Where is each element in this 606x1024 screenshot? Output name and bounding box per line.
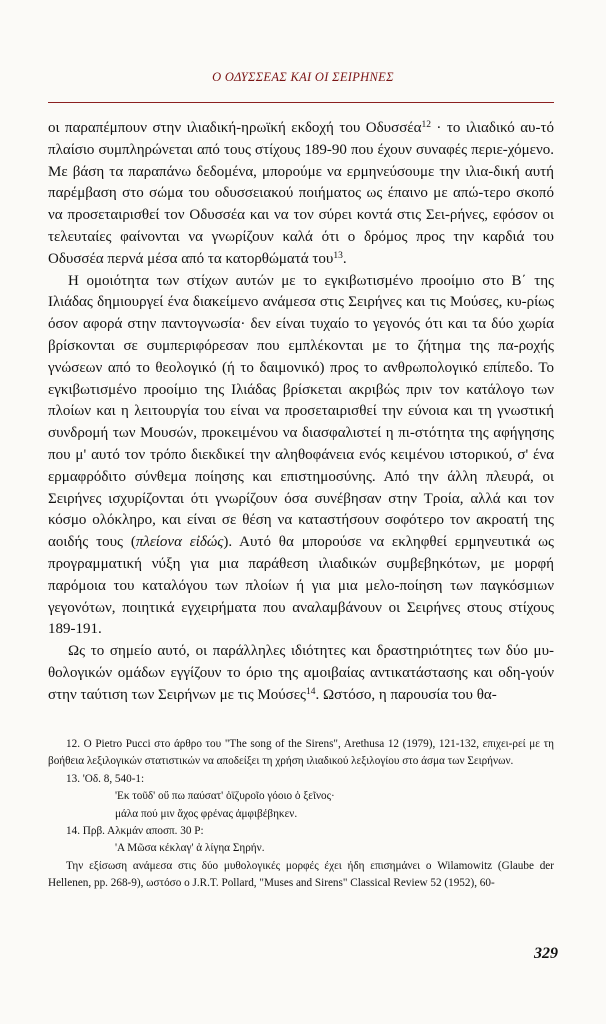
footnote-14-verse: 'Α Μῶσα κέκλαγ' ἁ λίγηα Σηρήν. bbox=[115, 842, 265, 855]
footnote-ref-13[interactable]: 13 bbox=[333, 250, 343, 261]
running-head: Ο ΟΔΥΣΣΕΑΣ ΚΑΙ ΟΙ ΣΕΙΡΗΝΕΣ bbox=[212, 70, 394, 84]
paragraph-3: Ως το σημείο αυτό, οι παράλληλες ιδιότητες και δραστηριότητες των δύο μυ-θολογικών ομάδων εγγίζουν το όριο της αμοιβαίας αντικατάστασης και οδη-γούν στην ταύτιση των Σειρήνων με τις Μούσες$^{14}$. Ωστόσο, η παρουσία του θα- bbox=[48, 643, 554, 703]
footnote-12: 12. Ο Pietro Pucci στο άρθρο του "The song of the Sirens", Arethusa 12 (1979), 121-132, επιχει-ρεί με τη βοήθεια λεξιλογικών στατιστικών να αποδείξει τη χρήση ιλιαδικού λεξιλογίου στο άσμα των Σειρήνων. bbox=[48, 738, 554, 768]
italic-phrase: πλείονα εἰδώς bbox=[135, 534, 224, 551]
footnote-ref-12[interactable]: 12 bbox=[421, 120, 431, 130]
header-rule bbox=[48, 102, 554, 103]
footnote-13-verse-2: μάλα πού μιν ἄχος φρένας ἀμφιβέβηκεν. bbox=[115, 807, 298, 820]
footnote-14: 14. Πρβ. Αλκμάν αποσπ. 30 P: bbox=[66, 825, 204, 838]
main-text bbox=[48, 118, 554, 707]
paragraph-1: οι παραπέμπουν στην ιλιαδική-ηρωϊκή εκδοχή του Οδυσσέα$^{12}$ · το ιλιαδικό αυ-τό πλαίσιο συμπληρώνεται από τους στίχους 189-90 που έχουν συναφές περιε-χόμενο. Με βάση τα παραπάνω δεδομένα, μπορούμε να ερμηνεύσουμε την ιλια-δική αυτή παρέμβαση στο σώμα του οδυσσειακού ποιήματος ως έπαινο με απώ-τερο σκοπό να προσεταιρισθεί τον Οδυσσέα και να τον σύρει κοντά στις Σει-ρήνες, εφόσον οι τελευταίες φαίνονται να γνωρίζουν καλά ότι ο δρόμος προς την καρδιά του Οδυσσέα περνά μέσα από τα κατορθώματά του$^{13}$. bbox=[48, 120, 554, 267]
footnote-ref-14[interactable]: 14 bbox=[306, 686, 316, 697]
footnote-14-continuation: Την εξίσωση ανάμεσα στις δύο μυθολογικές μορφές έχει ήδη επισημάνει ο Wilamowitz (Glaube der Hellenen, pp. 268-9), ωστόσο ο J.R.T. Pollard, "Muses and Sirens" Classical Review 52 (1952), 60- bbox=[48, 859, 554, 890]
paragraph-2: Η ομοιότητα των στίχων αυτών με το εγκιβωτισμένο προοίμιο στο Β΄ της Ιλιάδας δημιουργεί ένα διακείμενο ανάμεσα στις Σειρήνες και τις Μούσες, κυ-ρίως όσον αφορά στην παντογνωσία· δεν είναι τυχαίο το γεγονός ότι και τα δύο χωρία βρίσκονται σε συμπεριφόρεσαν που εμπλέκονται με το ζήτημα της πα-ροχής γνώσεων από το θεολογικό (ή το δαιμονικό) προς το ανθρωπολογικό επίπεδο. Το εγκιβωτισμένο προοίμιο της Ιλιάδας βρίσκεται ακριβώς πριν τον κατάλογο των πλοίων και η λειτουργία του είναι να προσεταιρισθεί την εύνοια και τη γνωστική συνδρομή των Μουσών, προκειμένου να διασφαλιστεί η πι-στότητα της αφήγησης που μ' αυτό τον τρόπο διεκδικεί την αληθοφάνεια ενός κειμένου ιστορικού, σ' ένα ερμαφρόδιτο σύνθεμα ποίησης και επιστημοσύνης. Από την άλλη πλευρά, οι Σειρήνες ισχυρίζονται ότι γνωρίζουν όσα συνέβησαν στην Τροία, αλλά και τον κόσμο ολόκληρο, και είναι σε θέση να καταστήσουν σοφότερο τον ακροατή της αοιδής τους (πλείονα εἰδώς). Αυτό θα μπορούσε να εκληφθεί ερμηνευτικά ως προγραμματική νύξη για μια παράθεση ιλιαδικών συμβεβηκότων, με μορφή παρόμοια του καταλόγου των πλοίων ή για μια μελο-ποίηση των παγκόσμιων γεγονότων, ποιητικά εγχειρήματα που αναλαμβάνουν οι Σειρήνες στους στίχους 189-191. bbox=[48, 272, 554, 638]
footnote-13: 13. 'Οδ. 8, 540-1: bbox=[66, 772, 145, 785]
footnotes bbox=[48, 736, 554, 893]
page-number: 329 bbox=[534, 945, 558, 962]
footnote-13-verse-1: 'Εκ τοῦδ' οὔ πω παύσατ' ὀϊζυροῖο γόοιο ὁ ξεῖνος· bbox=[115, 790, 335, 803]
